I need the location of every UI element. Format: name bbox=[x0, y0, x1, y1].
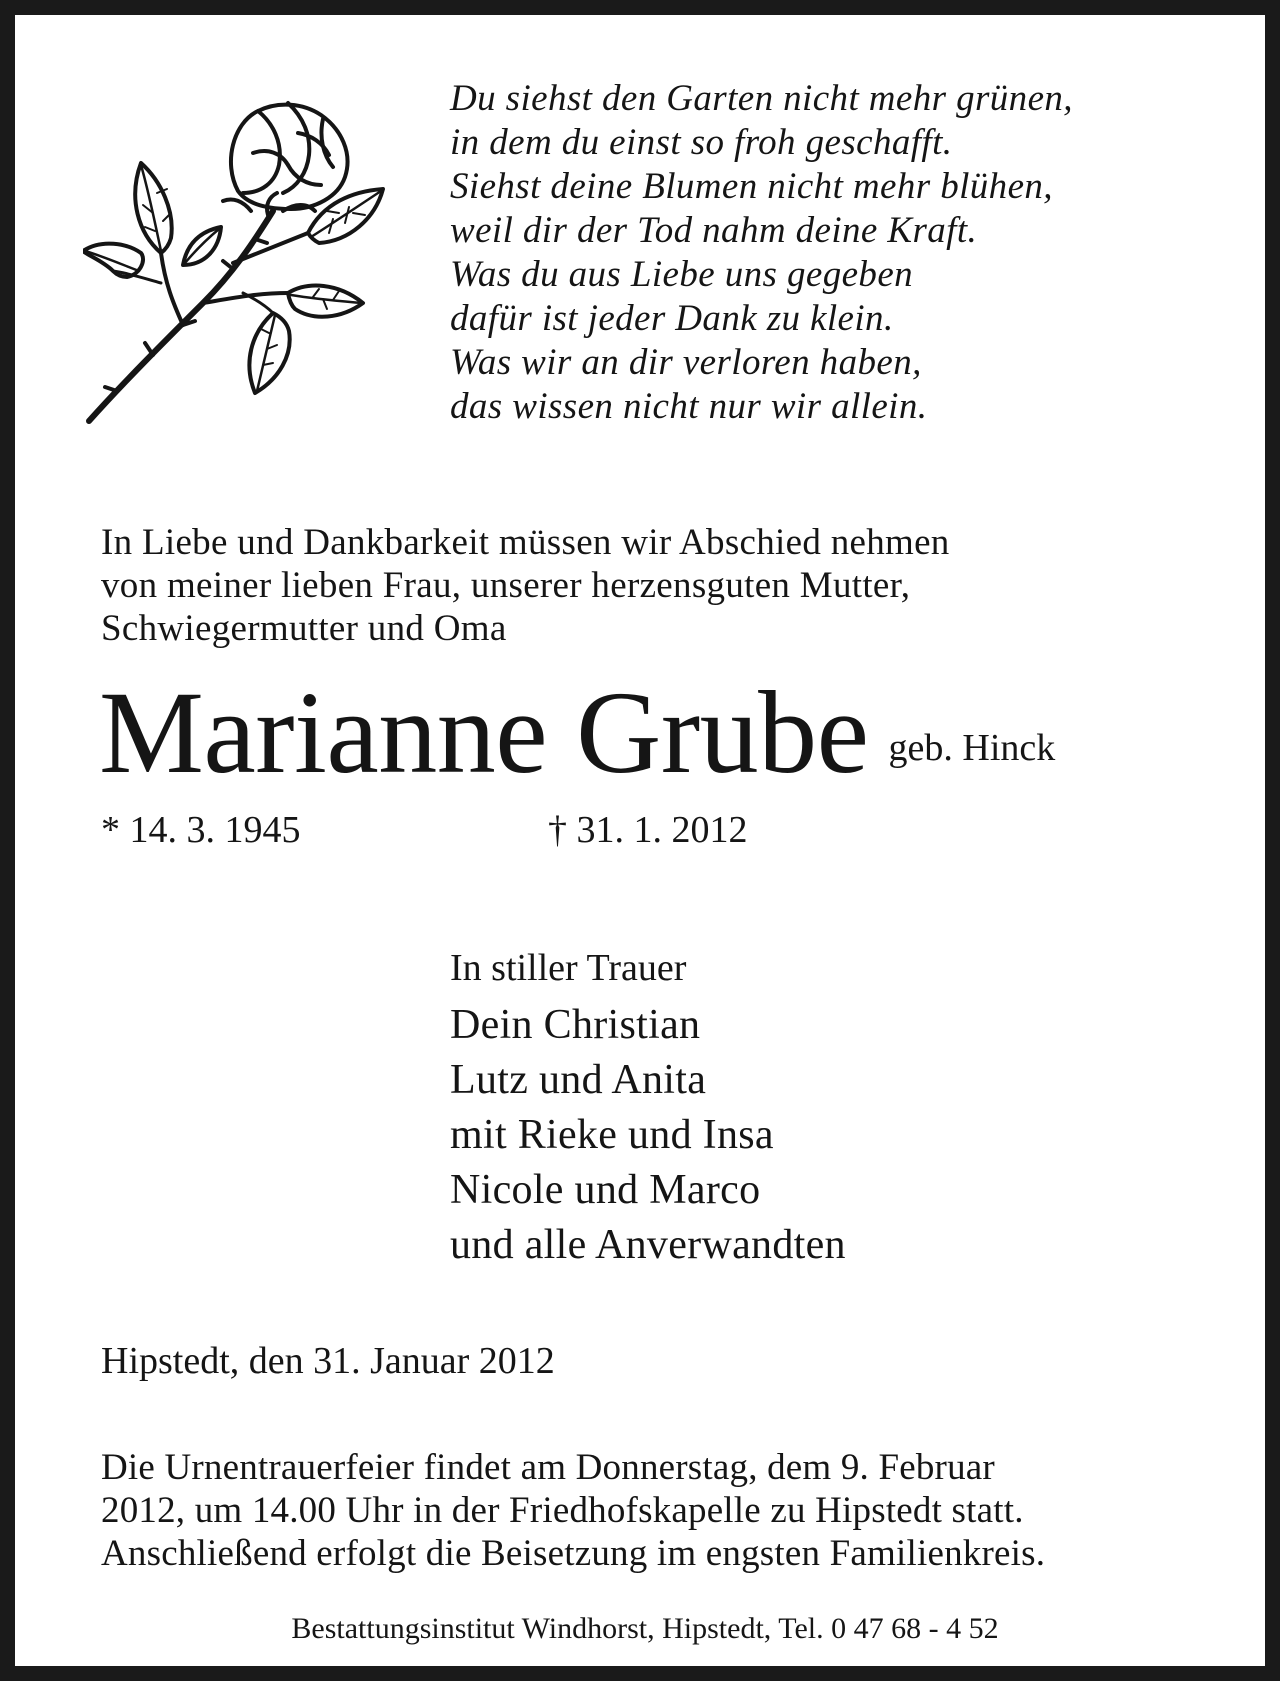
poem-line: Was du aus Liebe uns gegeben bbox=[450, 254, 914, 295]
poem-line: Was wir an dir verloren haben, bbox=[450, 342, 922, 383]
undertaker-info bbox=[15, 1611, 1280, 1647]
mourners-list bbox=[450, 998, 846, 1273]
list-item: und alle Anverwandten bbox=[450, 1222, 846, 1268]
intro-line: Schwiegermutter und Oma bbox=[101, 608, 507, 649]
mourning-label: In stiller Trauer bbox=[450, 947, 687, 989]
poem-line: Siehst deine Blumen nicht mehr blühen, bbox=[450, 166, 1053, 207]
deceased-name-row bbox=[99, 668, 1249, 798]
poem-line: Du siehst den Garten nicht mehr grünen, bbox=[450, 78, 1073, 119]
poem-line: weil dir der Tod nahm deine Kraft. bbox=[450, 210, 978, 251]
intro-line: von meiner lieben Frau, unserer herzensguten Mutter, bbox=[101, 565, 911, 606]
deceased-name: Marianne Grube bbox=[99, 667, 869, 798]
ceremony-line: Anschließend erfolgt die Beisetzung im engsten Familienkreis. bbox=[101, 1533, 1046, 1574]
list-item: Dein Christian bbox=[450, 1002, 701, 1048]
intro-line: In Liebe und Dankbarkeit müssen wir Abschied nehmen bbox=[101, 522, 950, 563]
place-date: Hipstedt, den 31. Januar 2012 bbox=[101, 1340, 555, 1382]
poem-line: dafür ist jeder Dank zu klein. bbox=[450, 298, 894, 339]
ceremony-info bbox=[101, 1446, 1221, 1575]
poem bbox=[450, 77, 1250, 429]
undertaker-text: Bestattungsinstitut Windhorst, Hipstedt, Tel. 0 47 68 - 4 52 bbox=[291, 1612, 999, 1645]
list-item: mit Rieke und Insa bbox=[450, 1112, 774, 1158]
ceremony-line: 2012, um 14.00 Uhr in der Friedhofskapelle zu Hipstedt statt. bbox=[101, 1490, 1024, 1531]
poem-line: in dem du einst so froh geschafft. bbox=[450, 122, 953, 163]
list-item: Nicole und Marco bbox=[450, 1167, 761, 1213]
poem-line: das wissen nicht nur wir allein. bbox=[450, 386, 928, 427]
maiden-name: geb. Hinck bbox=[888, 727, 1056, 769]
rose-icon bbox=[83, 93, 401, 428]
intro-text bbox=[101, 521, 1221, 650]
ceremony-line: Die Urnentrauerfeier findet am Donnerstag, dem 9. Februar bbox=[101, 1447, 995, 1488]
birth-date: * 14. 3. 1945 bbox=[101, 809, 301, 851]
death-date: † 31. 1. 2012 bbox=[548, 809, 748, 851]
list-item: Lutz und Anita bbox=[450, 1057, 707, 1103]
